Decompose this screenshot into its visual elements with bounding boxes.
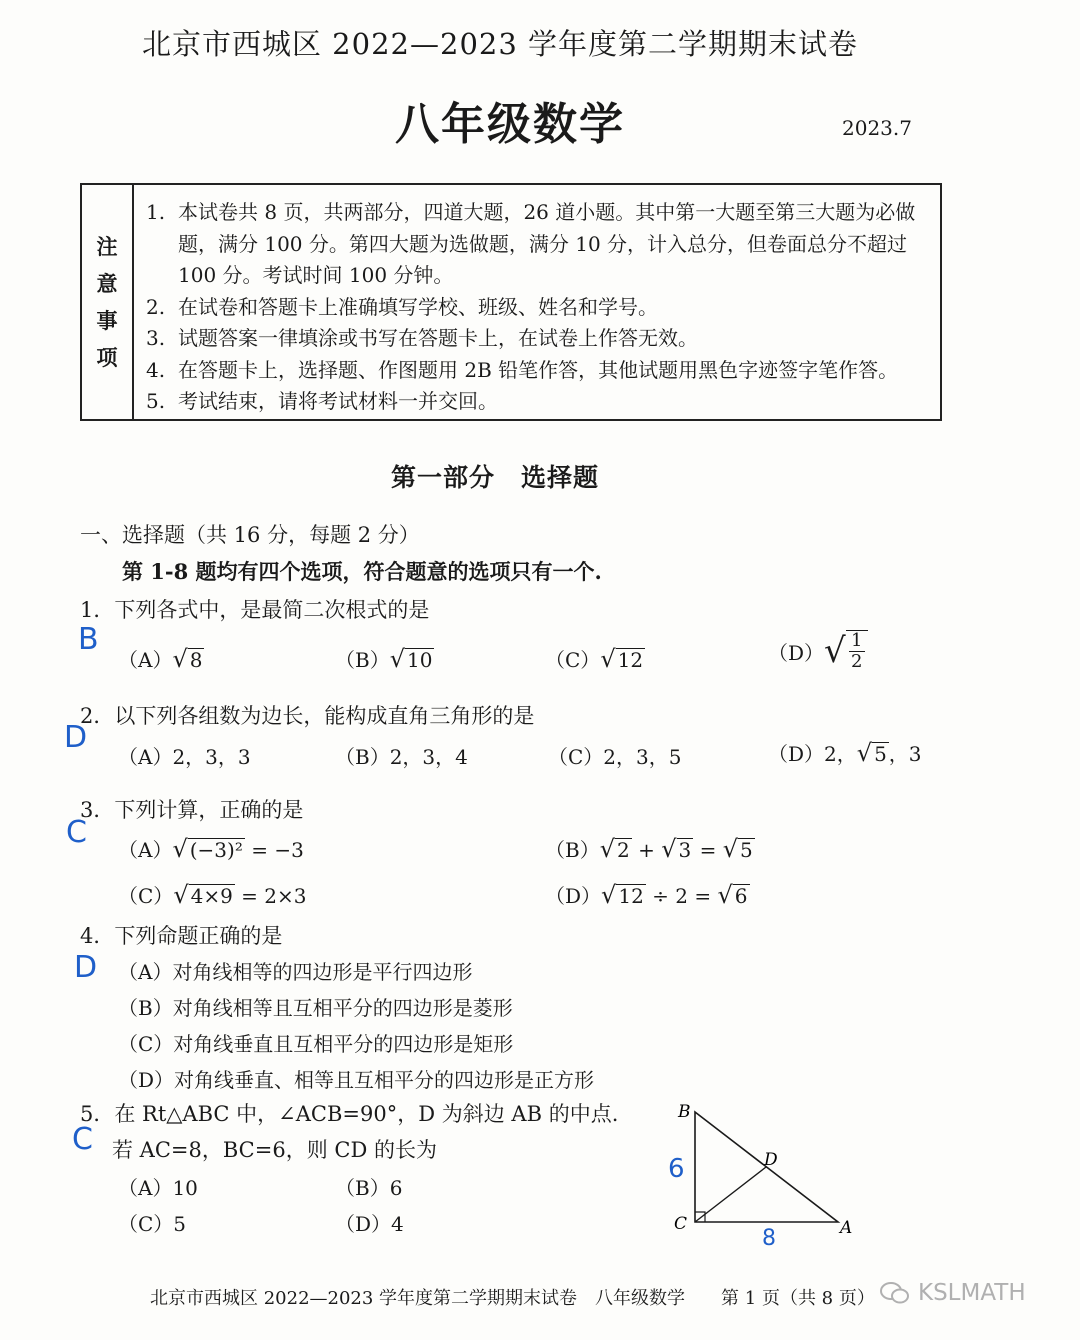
radicand: 5: [740, 838, 753, 862]
radicand: 2: [617, 838, 630, 862]
radicand: 12: [617, 648, 644, 672]
question-4-option-b: （B）对角线相等且互相平分的四边形是菱形: [118, 996, 513, 1020]
notice-label-char: 事: [96, 308, 118, 333]
section-title: 第一部分 选择题: [390, 463, 599, 492]
radical-sign: √: [856, 739, 873, 767]
notice-label-char: 项: [96, 345, 118, 370]
notice-label: [82, 185, 134, 419]
question-4-option-a: （A）对角线相等的四边形是平行四边形: [118, 960, 473, 984]
question-1-option-b: （B）√ 10: [335, 645, 433, 673]
question-1-stem: 1．下列各式中，是最简二次根式的是: [80, 598, 430, 622]
notice-item: [146, 355, 936, 387]
page-footer: 北京市西城区 2022—2023 学年度第二学期期末试卷 八年级数学 第 1 页（共 8 页）: [150, 1288, 875, 1309]
notice-item: [146, 386, 936, 418]
point-label-d: D: [764, 1150, 778, 1170]
handwritten-answer-1: B: [78, 622, 99, 657]
question-5-option-b: （B）6: [335, 1176, 403, 1200]
radical-sign: √: [661, 835, 677, 863]
vertex-label-b: B: [678, 1102, 691, 1122]
notice-item-text: 试题答案一律填涂或书写在答题卡上，在试卷上作答无效。: [178, 326, 698, 350]
vertex-label-c: C: [674, 1214, 688, 1234]
question-2-stem: 2．以下列各组数为边长，能构成直角三角形的是: [80, 704, 535, 728]
radicand: 8: [189, 648, 203, 672]
question-1-option-c: （C）√ 12: [545, 645, 644, 673]
radical-sign: √: [600, 645, 616, 673]
question-5-option-a: （A）10: [118, 1176, 198, 1200]
question-5-stem-line1: 5．在 Rt△ABC 中，∠ACB=90°，D 为斜边 AB 的中点.: [80, 1102, 619, 1126]
question-4-option-d: （D）对角线垂直、相等且互相平分的四边形是正方形: [118, 1068, 595, 1092]
question-2-option-a: （A）2，3，3: [118, 745, 251, 769]
question-3-stem: 3．下列计算，正确的是: [80, 798, 304, 822]
notice-item-text: 在试卷和答题卡上准确填写学校、班级、姓名和学号。: [178, 294, 658, 319]
notice-item: [146, 323, 936, 355]
question-2-option-b: （B）2，3，4: [335, 745, 468, 769]
radical-sign: √: [172, 645, 188, 673]
question-3-option-c: （C）√ 4×9 = 2×3: [118, 881, 307, 909]
question-1-option-a: （A）√ 8: [118, 645, 203, 673]
handwritten-answer-5: C: [72, 1122, 93, 1157]
notice-item-number: 5.: [146, 389, 166, 413]
question-4-stem: 4．下列命题正确的是: [80, 924, 283, 948]
part-heading: 一、选择题（共 16 分，每题 2 分）: [80, 523, 420, 547]
radicand: 12: [618, 884, 644, 908]
question-3-option-b: （B）√ 2 + √ 3 = √ 5: [545, 835, 753, 863]
watermark: [880, 1280, 1026, 1306]
wechat-icon: [880, 1280, 910, 1306]
question-3-option-a: （A）√ (−3)² = −3: [118, 835, 304, 863]
notice-item-text: 本试卷共 8 页，共两部分，四道大题，26 道小题。其中第一大题至第三大题为必做题，满分 100 分。第四大题为选做题，满分 10 分，计入总分，但卷面总分不超过 100 分。考试时间 100 分钟。: [178, 200, 916, 287]
watermark-text: KSLMATH: [918, 1280, 1026, 1306]
question-3-option-d: （D）√ 12 ÷ 2 = √ 6: [545, 881, 748, 909]
radical-sign: √: [601, 881, 617, 909]
question-5-option-d: （D）4: [335, 1212, 404, 1236]
handwritten-side-ac: 8: [762, 1226, 776, 1251]
fraction: $\frac{1}{2}$: [846, 630, 868, 672]
notice-item-number: 4.: [146, 357, 166, 382]
notice-item-number: 1.: [146, 200, 166, 224]
vertex-label-a: A: [840, 1218, 853, 1238]
radical-sign: √: [389, 645, 405, 673]
radicand: (−3)²: [189, 838, 243, 862]
exam-date: 2023.7: [842, 116, 912, 140]
instruction: 第 1-8 题均有四个选项，符合题意的选项只有一个.: [122, 559, 602, 584]
radical-sign: √: [722, 835, 739, 863]
handwritten-answer-3: C: [66, 815, 87, 850]
notice-label-char: 注: [96, 234, 118, 259]
radical-sign: √: [172, 835, 188, 863]
subject-title: 八年级数学: [395, 99, 625, 150]
radical-sign: √: [824, 631, 846, 671]
radical-sign: √: [599, 835, 615, 863]
radicand: 6: [734, 884, 748, 908]
notice-box: [80, 183, 942, 421]
notice-item-number: 2.: [146, 294, 166, 319]
radical-sign: √: [717, 881, 733, 909]
question-2-option-c: （C）2，3，5: [548, 745, 682, 769]
radicand: 10: [407, 648, 433, 672]
triangle-figure: [660, 1095, 860, 1255]
notice-item: [146, 197, 936, 292]
segment-cd: [695, 1167, 766, 1222]
question-5-option-c: （C）5: [118, 1212, 187, 1236]
handwritten-side-bc: 6: [668, 1154, 685, 1184]
notice-item-number: 3.: [146, 326, 166, 350]
question-5-stem-line2: 若 AC=8，BC=6，则 CD 的长为: [112, 1138, 437, 1162]
exam-header-title: 北京市西城区 2022—2023 学年度第二学期期末试卷: [141, 27, 859, 61]
radical-sign: √: [173, 881, 189, 909]
notice-item-text: 考试结束，请将考试材料一并交回。: [178, 389, 498, 413]
handwritten-answer-4: D: [74, 950, 98, 985]
radicand: 3: [678, 838, 692, 862]
radicand: 4×9: [190, 884, 233, 908]
notice-item: [146, 292, 936, 324]
notice-label-char: 意: [96, 271, 118, 296]
radicand: 5: [874, 742, 887, 766]
handwritten-answer-2: D: [64, 720, 88, 755]
question-1-option-d: （D） √ $\frac{1}{2}$: [768, 630, 868, 672]
question-4-option-c: （C）对角线垂直且互相平分的四边形是矩形: [118, 1032, 514, 1056]
question-2-option-d: （D）2，√ 5 ，3: [768, 739, 922, 767]
notice-item-text: 在答题卡上，选择题、作图题用 2B 铅笔作答，其他试题用黑色字迹签字笔作答。: [178, 357, 899, 382]
notice-list: [146, 197, 936, 418]
